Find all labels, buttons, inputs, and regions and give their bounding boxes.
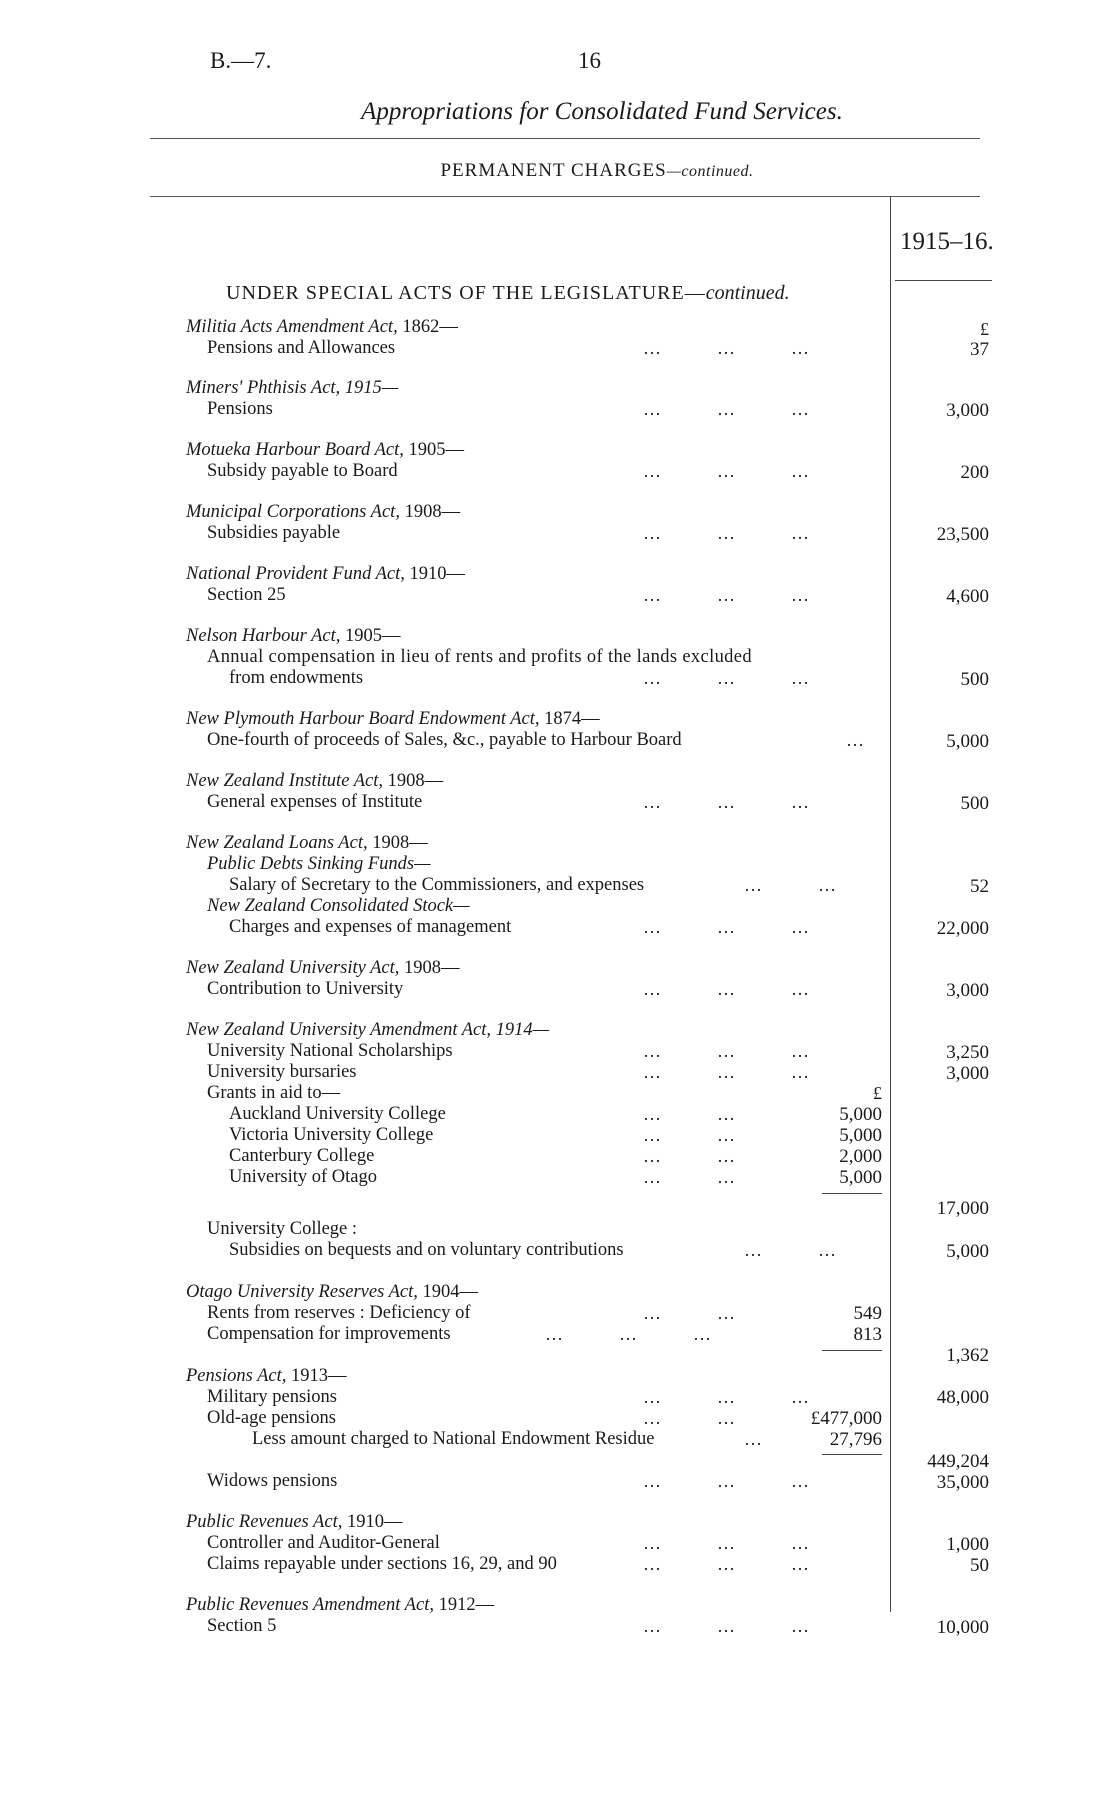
leader-dots: … … — [643, 1125, 736, 1145]
line-item: Grants in aid to— — [207, 1083, 341, 1103]
act-heading: Nelson Harbour Act, 1905— — [186, 626, 401, 646]
act-heading: Militia Acts Amendment Act, 1862— — [186, 317, 458, 337]
line-item: Pensions and Allowances — [207, 338, 396, 358]
line-item: Claims repayable under sections 16, 29, and 90 — [207, 1554, 557, 1574]
divider — [150, 138, 980, 139]
act-heading: Miners' Phthisis Act, 1915— — [186, 378, 399, 398]
line-item: Less amount charged to National Endowment Residue — [252, 1429, 655, 1449]
page-subtitle: PERMANENT CHARGES—continued. — [440, 160, 754, 181]
leader-dots: … … … — [643, 1616, 810, 1636]
line-item: Subsidies payable — [207, 523, 341, 543]
leader-dots: … … — [643, 1167, 736, 1187]
leader-dots: … … … — [643, 585, 810, 605]
sub-amount: 5,000 — [839, 1167, 882, 1188]
line-item: University College : — [207, 1219, 358, 1239]
line-item: Subsidy payable to Board — [207, 461, 398, 481]
amount: 3,250 — [946, 1042, 989, 1063]
section-heading: UNDER SPECIAL ACTS OF THE LEGISLATURE—continued. — [226, 282, 790, 304]
act-heading: National Provident Fund Act, 1910— — [186, 564, 466, 584]
sub-amount: 2,000 — [839, 1146, 882, 1167]
act-heading: New Zealand Loans Act, 1908— — [186, 833, 428, 853]
sub-amount: £477,000 — [810, 1408, 882, 1429]
amount: 1,000 — [946, 1534, 989, 1555]
amount: 35,000 — [936, 1472, 989, 1493]
column-divider — [890, 197, 891, 1612]
amount: 500 — [960, 669, 989, 690]
line-item: Contribution to University — [207, 979, 404, 999]
line-item: Salary of Secretary to the Commissioners, and expenses — [229, 875, 645, 895]
page-number: 16 — [578, 48, 601, 73]
leader-dots: … … … — [643, 1041, 810, 1061]
leader-dots: … … — [744, 1240, 837, 1260]
act-heading: New Zealand Institute Act, 1908— — [186, 771, 444, 791]
leader-dots: … … — [643, 1408, 736, 1428]
currency-symbol: £ — [980, 319, 989, 339]
currency-symbol: £ — [873, 1083, 882, 1103]
document-reference: B.—7. — [210, 48, 272, 73]
sub-amount: 5,000 — [839, 1104, 882, 1125]
subtotal-rule — [822, 1193, 882, 1194]
sub-amount: 5,000 — [839, 1125, 882, 1146]
amount: 3,000 — [946, 400, 989, 421]
leader-dots: … … … — [643, 1387, 810, 1407]
act-heading: Municipal Corporations Act, 1908— — [186, 502, 461, 522]
leader-dots: … — [744, 1429, 763, 1449]
leader-dots: … … — [643, 1146, 736, 1166]
line-item: Section 5 — [207, 1616, 277, 1636]
line-item: Pensions — [207, 399, 273, 419]
leader-dots: … … … — [643, 338, 810, 358]
line-item: University of Otago — [229, 1167, 377, 1187]
leader-dots: … … … — [643, 1062, 810, 1082]
year-column-heading: 1915–16. — [900, 228, 994, 255]
amount: 22,000 — [936, 918, 989, 939]
line-item: University bursaries — [207, 1062, 357, 1082]
line-item: Auckland University College — [229, 1104, 446, 1124]
line-item: Section 25 — [207, 585, 286, 605]
sub-heading: Public Debts Sinking Funds— — [207, 854, 431, 874]
amount: 52 — [970, 876, 989, 897]
divider — [150, 196, 980, 197]
act-heading: Otago University Reserves Act, 1904— — [186, 1282, 478, 1302]
amount: 23,500 — [936, 524, 989, 545]
line-item: One-fourth of proceeds of Sales, &c., payable to Harbour Board — [207, 730, 682, 750]
line-item: Military pensions — [207, 1387, 338, 1407]
line-item: Controller and Auditor-General — [207, 1533, 440, 1553]
act-heading: Public Revenues Act, 1910— — [186, 1512, 403, 1532]
line-item: General expenses of Institute — [207, 792, 423, 812]
line-item-continuation: from endowments — [229, 668, 364, 688]
amount: 17,000 — [936, 1198, 989, 1219]
line-item: Old-age pensions — [207, 1408, 336, 1428]
act-heading: New Plymouth Harbour Board Endowment Act, 1874— — [186, 709, 600, 729]
line-item: Compensation for improvements — [207, 1324, 451, 1344]
subtotal-rule — [822, 1350, 882, 1351]
subtotal-rule — [822, 1454, 882, 1455]
leader-dots: … … … — [643, 399, 810, 419]
amount: 1,362 — [946, 1345, 989, 1366]
line-item: Subsidies on bequests and on voluntary contributions — [229, 1240, 624, 1260]
leader-dots: … … … — [643, 1533, 810, 1553]
amount: 500 — [960, 793, 989, 814]
act-heading: New Zealand University Amendment Act, 1914— — [186, 1020, 550, 1040]
act-heading: Public Revenues Amendment Act, 1912— — [186, 1595, 495, 1615]
line-item: Annual compensation in lieu of rents and profits of the lands excluded — [207, 647, 752, 667]
amount: 4,600 — [946, 586, 989, 607]
line-item: Canterbury College — [229, 1146, 375, 1166]
act-heading: Motueka Harbour Board Act, 1905— — [186, 440, 464, 460]
year-rule — [895, 280, 992, 281]
amount: 48,000 — [936, 1387, 989, 1408]
line-item: Widows pensions — [207, 1471, 338, 1491]
amount: 50 — [970, 1555, 989, 1576]
amount: 37 — [970, 339, 989, 360]
sub-amount: 813 — [853, 1324, 882, 1345]
amount: 200 — [960, 462, 989, 483]
line-item: Charges and expenses of management — [229, 917, 512, 937]
sub-amount: 27,796 — [829, 1429, 882, 1450]
leader-dots: … … — [643, 1303, 736, 1323]
leader-dots: … … … — [643, 1471, 810, 1491]
leader-dots: … … … — [545, 1324, 712, 1344]
sub-heading: New Zealand Consolidated Stock— — [207, 896, 470, 916]
amount: 5,000 — [946, 1241, 989, 1262]
leader-dots: … … … — [643, 1554, 810, 1574]
amount: 3,000 — [946, 1063, 989, 1084]
act-heading: Pensions Act, 1913— — [186, 1366, 347, 1386]
sub-amount: 549 — [853, 1303, 882, 1324]
leader-dots: … … … — [643, 979, 810, 999]
leader-dots: … … … — [643, 917, 810, 937]
leader-dots: … — [846, 730, 865, 750]
leader-dots: … … … — [643, 523, 810, 543]
amount: 3,000 — [946, 980, 989, 1001]
leader-dots: … … … — [643, 461, 810, 481]
amount: 10,000 — [936, 1617, 989, 1638]
line-item: University National Scholarships — [207, 1041, 453, 1061]
amount: 5,000 — [946, 731, 989, 752]
line-item: Rents from reserves : Deficiency of — [207, 1303, 471, 1323]
leader-dots: … … … — [643, 792, 810, 812]
line-item: Victoria University College — [229, 1125, 434, 1145]
act-heading: New Zealand University Act, 1908— — [186, 958, 460, 978]
page-title: Appropriations for Consolidated Fund Services. — [361, 98, 843, 125]
leader-dots: … … — [744, 875, 837, 895]
leader-dots: … … — [643, 1104, 736, 1124]
amount: 449,204 — [927, 1451, 989, 1472]
leader-dots: … … … — [643, 668, 810, 688]
